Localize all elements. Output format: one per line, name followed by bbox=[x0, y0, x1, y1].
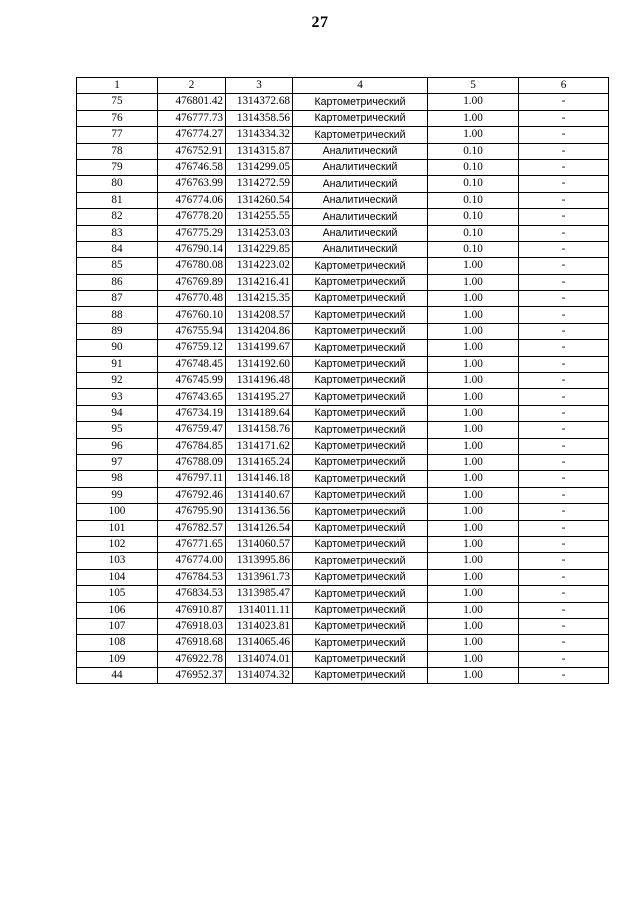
x-coordinate-cell: 476755.94 bbox=[158, 323, 226, 339]
note-cell: - bbox=[519, 176, 609, 192]
table-row bbox=[77, 291, 609, 307]
note-cell: - bbox=[519, 209, 609, 225]
method-cell: Картометрический bbox=[293, 94, 428, 110]
method-cell: Картометрический bbox=[293, 356, 428, 372]
point-number-cell: 77 bbox=[77, 127, 158, 143]
method-cell: Картометрический bbox=[293, 438, 428, 454]
accuracy-cell: 0.10 bbox=[428, 176, 519, 192]
y-coordinate-cell: 1314255.55 bbox=[226, 209, 293, 225]
y-coordinate-cell: 1314060.57 bbox=[226, 536, 293, 552]
note-cell: - bbox=[519, 127, 609, 143]
x-coordinate-cell: 476790.14 bbox=[158, 241, 226, 257]
point-number-cell: 76 bbox=[77, 110, 158, 126]
accuracy-cell: 1.00 bbox=[428, 504, 519, 520]
note-cell: - bbox=[519, 225, 609, 241]
method-cell: Картометрический bbox=[293, 454, 428, 470]
x-coordinate-cell: 476918.68 bbox=[158, 635, 226, 651]
header-cell-5: 5 bbox=[428, 78, 519, 94]
note-cell: - bbox=[519, 586, 609, 602]
method-cell: Картометрический bbox=[293, 487, 428, 503]
table-row bbox=[77, 487, 609, 503]
y-coordinate-cell: 1314215.35 bbox=[226, 291, 293, 307]
note-cell: - bbox=[519, 536, 609, 552]
table-row bbox=[77, 241, 609, 257]
x-coordinate-cell: 476770.48 bbox=[158, 291, 226, 307]
x-coordinate-cell: 476795.90 bbox=[158, 504, 226, 520]
y-coordinate-cell: 1314272.59 bbox=[226, 176, 293, 192]
note-cell: - bbox=[519, 94, 609, 110]
method-cell: Аналитический bbox=[293, 209, 428, 225]
point-number-cell: 97 bbox=[77, 454, 158, 470]
method-cell: Аналитический bbox=[293, 176, 428, 192]
accuracy-cell: 0.10 bbox=[428, 241, 519, 257]
x-coordinate-cell: 476918.03 bbox=[158, 618, 226, 634]
x-coordinate-cell: 476745.99 bbox=[158, 373, 226, 389]
note-cell: - bbox=[519, 504, 609, 520]
point-number-cell: 98 bbox=[77, 471, 158, 487]
y-coordinate-cell: 1313995.86 bbox=[226, 553, 293, 569]
y-coordinate-cell: 1314199.67 bbox=[226, 340, 293, 356]
note-cell: - bbox=[519, 553, 609, 569]
point-number-cell: 106 bbox=[77, 602, 158, 618]
table-row bbox=[77, 127, 609, 143]
method-cell: Картометрический bbox=[293, 520, 428, 536]
table-row bbox=[77, 258, 609, 274]
x-coordinate-cell: 476759.12 bbox=[158, 340, 226, 356]
point-number-cell: 88 bbox=[77, 307, 158, 323]
y-coordinate-cell: 1314189.64 bbox=[226, 405, 293, 421]
accuracy-cell: 1.00 bbox=[428, 307, 519, 323]
point-number-cell: 105 bbox=[77, 586, 158, 602]
method-cell: Картометрический bbox=[293, 389, 428, 405]
note-cell: - bbox=[519, 405, 609, 421]
y-coordinate-cell: 1314171.62 bbox=[226, 438, 293, 454]
table-row bbox=[77, 192, 609, 208]
point-number-cell: 94 bbox=[77, 405, 158, 421]
x-coordinate-cell: 476784.85 bbox=[158, 438, 226, 454]
x-coordinate-cell: 476774.27 bbox=[158, 127, 226, 143]
accuracy-cell: 0.10 bbox=[428, 192, 519, 208]
y-coordinate-cell: 1314126.54 bbox=[226, 520, 293, 536]
method-cell: Аналитический bbox=[293, 225, 428, 241]
note-cell: - bbox=[519, 471, 609, 487]
method-cell: Картометрический bbox=[293, 405, 428, 421]
accuracy-cell: 0.10 bbox=[428, 143, 519, 159]
header-row bbox=[77, 78, 609, 94]
note-cell: - bbox=[519, 651, 609, 667]
header-cell-2: 2 bbox=[158, 78, 226, 94]
x-coordinate-cell: 476771.65 bbox=[158, 536, 226, 552]
point-number-cell: 104 bbox=[77, 569, 158, 585]
point-number-cell: 87 bbox=[77, 291, 158, 307]
method-cell: Картометрический bbox=[293, 323, 428, 339]
accuracy-cell: 1.00 bbox=[428, 520, 519, 536]
note-cell: - bbox=[519, 258, 609, 274]
method-cell: Картометрический bbox=[293, 258, 428, 274]
y-coordinate-cell: 1314023.81 bbox=[226, 618, 293, 634]
x-coordinate-cell: 476759.47 bbox=[158, 422, 226, 438]
table-row bbox=[77, 389, 609, 405]
method-cell: Картометрический bbox=[293, 668, 428, 684]
point-number-cell: 92 bbox=[77, 373, 158, 389]
point-number-cell: 109 bbox=[77, 651, 158, 667]
table-row bbox=[77, 602, 609, 618]
accuracy-cell: 1.00 bbox=[428, 94, 519, 110]
point-number-cell: 79 bbox=[77, 159, 158, 175]
y-coordinate-cell: 1314229.85 bbox=[226, 241, 293, 257]
table-row bbox=[77, 225, 609, 241]
point-number-cell: 99 bbox=[77, 487, 158, 503]
note-cell: - bbox=[519, 668, 609, 684]
x-coordinate-cell: 476922.78 bbox=[158, 651, 226, 667]
y-coordinate-cell: 1314260.54 bbox=[226, 192, 293, 208]
point-number-cell: 100 bbox=[77, 504, 158, 520]
y-coordinate-cell: 1314358.56 bbox=[226, 110, 293, 126]
method-cell: Картометрический bbox=[293, 471, 428, 487]
accuracy-cell: 1.00 bbox=[428, 553, 519, 569]
table-row bbox=[77, 422, 609, 438]
method-cell: Картометрический bbox=[293, 307, 428, 323]
table-row bbox=[77, 110, 609, 126]
header-cell-6: 6 bbox=[519, 78, 609, 94]
point-number-cell: 93 bbox=[77, 389, 158, 405]
point-number-cell: 80 bbox=[77, 176, 158, 192]
table-row bbox=[77, 520, 609, 536]
table-body bbox=[77, 94, 609, 684]
accuracy-cell: 1.00 bbox=[428, 536, 519, 552]
method-cell: Аналитический bbox=[293, 143, 428, 159]
x-coordinate-cell: 476763.99 bbox=[158, 176, 226, 192]
x-coordinate-cell: 476769.89 bbox=[158, 274, 226, 290]
note-cell: - bbox=[519, 192, 609, 208]
y-coordinate-cell: 1314216.41 bbox=[226, 274, 293, 290]
note-cell: - bbox=[519, 110, 609, 126]
y-coordinate-cell: 1314065.46 bbox=[226, 635, 293, 651]
x-coordinate-cell: 476774.06 bbox=[158, 192, 226, 208]
y-coordinate-cell: 1314372.68 bbox=[226, 94, 293, 110]
method-cell: Аналитический bbox=[293, 192, 428, 208]
table-row bbox=[77, 569, 609, 585]
method-cell: Аналитический bbox=[293, 241, 428, 257]
accuracy-cell: 1.00 bbox=[428, 373, 519, 389]
table-row bbox=[77, 373, 609, 389]
accuracy-cell: 1.00 bbox=[428, 668, 519, 684]
method-cell: Картометрический bbox=[293, 635, 428, 651]
accuracy-cell: 1.00 bbox=[428, 258, 519, 274]
point-number-cell: 90 bbox=[77, 340, 158, 356]
table-header bbox=[77, 78, 609, 94]
point-number-cell: 96 bbox=[77, 438, 158, 454]
y-coordinate-cell: 1313985.47 bbox=[226, 586, 293, 602]
header-cell-3: 3 bbox=[226, 78, 293, 94]
x-coordinate-cell: 476801.42 bbox=[158, 94, 226, 110]
accuracy-cell: 1.00 bbox=[428, 340, 519, 356]
y-coordinate-cell: 1314253.03 bbox=[226, 225, 293, 241]
note-cell: - bbox=[519, 389, 609, 405]
y-coordinate-cell: 1314299.05 bbox=[226, 159, 293, 175]
table-row bbox=[77, 143, 609, 159]
accuracy-cell: 1.00 bbox=[428, 618, 519, 634]
note-cell: - bbox=[519, 520, 609, 536]
x-coordinate-cell: 476792.46 bbox=[158, 487, 226, 503]
method-cell: Картометрический bbox=[293, 586, 428, 602]
note-cell: - bbox=[519, 635, 609, 651]
x-coordinate-cell: 476777.73 bbox=[158, 110, 226, 126]
point-number-cell: 91 bbox=[77, 356, 158, 372]
note-cell: - bbox=[519, 291, 609, 307]
point-number-cell: 86 bbox=[77, 274, 158, 290]
accuracy-cell: 0.10 bbox=[428, 225, 519, 241]
table-row bbox=[77, 209, 609, 225]
table-row bbox=[77, 586, 609, 602]
point-number-cell: 85 bbox=[77, 258, 158, 274]
y-coordinate-cell: 1314334.32 bbox=[226, 127, 293, 143]
x-coordinate-cell: 476788.09 bbox=[158, 454, 226, 470]
table-row bbox=[77, 651, 609, 667]
table-row bbox=[77, 438, 609, 454]
table-row bbox=[77, 176, 609, 192]
method-cell: Картометрический bbox=[293, 553, 428, 569]
accuracy-cell: 1.00 bbox=[428, 291, 519, 307]
method-cell: Картометрический bbox=[293, 127, 428, 143]
accuracy-cell: 1.00 bbox=[428, 454, 519, 470]
x-coordinate-cell: 476797.11 bbox=[158, 471, 226, 487]
accuracy-cell: 1.00 bbox=[428, 110, 519, 126]
x-coordinate-cell: 476774.00 bbox=[158, 553, 226, 569]
table-row bbox=[77, 94, 609, 110]
table-row bbox=[77, 307, 609, 323]
x-coordinate-cell: 476780.08 bbox=[158, 258, 226, 274]
accuracy-cell: 1.00 bbox=[428, 651, 519, 667]
y-coordinate-cell: 1314208.57 bbox=[226, 307, 293, 323]
y-coordinate-cell: 1314315.87 bbox=[226, 143, 293, 159]
method-cell: Картометрический bbox=[293, 340, 428, 356]
note-cell: - bbox=[519, 487, 609, 503]
method-cell: Картометрический bbox=[293, 110, 428, 126]
method-cell: Картометрический bbox=[293, 651, 428, 667]
accuracy-cell: 1.00 bbox=[428, 586, 519, 602]
x-coordinate-cell: 476752.91 bbox=[158, 143, 226, 159]
method-cell: Картометрический bbox=[293, 504, 428, 520]
accuracy-cell: 1.00 bbox=[428, 569, 519, 585]
x-coordinate-cell: 476778.20 bbox=[158, 209, 226, 225]
method-cell: Картометрический bbox=[293, 536, 428, 552]
note-cell: - bbox=[519, 241, 609, 257]
note-cell: - bbox=[519, 438, 609, 454]
accuracy-cell: 1.00 bbox=[428, 422, 519, 438]
x-coordinate-cell: 476834.53 bbox=[158, 586, 226, 602]
y-coordinate-cell: 1314011.11 bbox=[226, 602, 293, 618]
point-number-cell: 83 bbox=[77, 225, 158, 241]
y-coordinate-cell: 1314136.56 bbox=[226, 504, 293, 520]
accuracy-cell: 1.00 bbox=[428, 389, 519, 405]
accuracy-cell: 1.00 bbox=[428, 323, 519, 339]
method-cell: Картометрический bbox=[293, 602, 428, 618]
point-number-cell: 78 bbox=[77, 143, 158, 159]
y-coordinate-cell: 1314158.76 bbox=[226, 422, 293, 438]
y-coordinate-cell: 1314140.67 bbox=[226, 487, 293, 503]
x-coordinate-cell: 476760.10 bbox=[158, 307, 226, 323]
y-coordinate-cell: 1314196.48 bbox=[226, 373, 293, 389]
y-coordinate-cell: 1314195.27 bbox=[226, 389, 293, 405]
table-row bbox=[77, 618, 609, 634]
point-number-cell: 84 bbox=[77, 241, 158, 257]
x-coordinate-cell: 476743.65 bbox=[158, 389, 226, 405]
note-cell: - bbox=[519, 422, 609, 438]
note-cell: - bbox=[519, 569, 609, 585]
y-coordinate-cell: 1314146.18 bbox=[226, 471, 293, 487]
note-cell: - bbox=[519, 323, 609, 339]
accuracy-cell: 1.00 bbox=[428, 274, 519, 290]
header-cell-1: 1 bbox=[77, 78, 158, 94]
point-number-cell: 108 bbox=[77, 635, 158, 651]
point-number-cell: 81 bbox=[77, 192, 158, 208]
point-number-cell: 107 bbox=[77, 618, 158, 634]
table-row bbox=[77, 454, 609, 470]
page-number: 27 bbox=[311, 14, 329, 31]
note-cell: - bbox=[519, 373, 609, 389]
table-row bbox=[77, 668, 609, 684]
note-cell: - bbox=[519, 602, 609, 618]
x-coordinate-cell: 476734.19 bbox=[158, 405, 226, 421]
method-cell: Картометрический bbox=[293, 291, 428, 307]
header-cell-4: 4 bbox=[293, 78, 428, 94]
accuracy-cell: 1.00 bbox=[428, 127, 519, 143]
table-row bbox=[77, 356, 609, 372]
y-coordinate-cell: 1314074.01 bbox=[226, 651, 293, 667]
note-cell: - bbox=[519, 454, 609, 470]
x-coordinate-cell: 476784.53 bbox=[158, 569, 226, 585]
point-number-cell: 102 bbox=[77, 536, 158, 552]
x-coordinate-cell: 476952.37 bbox=[158, 668, 226, 684]
note-cell: - bbox=[519, 274, 609, 290]
accuracy-cell: 1.00 bbox=[428, 635, 519, 651]
method-cell: Картометрический bbox=[293, 618, 428, 634]
point-number-cell: 75 bbox=[77, 94, 158, 110]
note-cell: - bbox=[519, 618, 609, 634]
point-number-cell: 82 bbox=[77, 209, 158, 225]
table-row bbox=[77, 159, 609, 175]
table-row bbox=[77, 274, 609, 290]
accuracy-cell: 1.00 bbox=[428, 487, 519, 503]
method-cell: Картометрический bbox=[293, 569, 428, 585]
coordinates-table bbox=[76, 77, 609, 684]
point-number-cell: 101 bbox=[77, 520, 158, 536]
y-coordinate-cell: 1314204.86 bbox=[226, 323, 293, 339]
method-cell: Картометрический bbox=[293, 373, 428, 389]
table-row bbox=[77, 340, 609, 356]
note-cell: - bbox=[519, 356, 609, 372]
x-coordinate-cell: 476748.45 bbox=[158, 356, 226, 372]
x-coordinate-cell: 476775.29 bbox=[158, 225, 226, 241]
table-row bbox=[77, 553, 609, 569]
accuracy-cell: 1.00 bbox=[428, 405, 519, 421]
y-coordinate-cell: 1314165.24 bbox=[226, 454, 293, 470]
note-cell: - bbox=[519, 143, 609, 159]
point-number-cell: 103 bbox=[77, 553, 158, 569]
point-number-cell: 95 bbox=[77, 422, 158, 438]
method-cell: Картометрический bbox=[293, 274, 428, 290]
method-cell: Картометрический bbox=[293, 422, 428, 438]
x-coordinate-cell: 476910.87 bbox=[158, 602, 226, 618]
y-coordinate-cell: 1314192.60 bbox=[226, 356, 293, 372]
table-row bbox=[77, 323, 609, 339]
accuracy-cell: 1.00 bbox=[428, 356, 519, 372]
table-row bbox=[77, 504, 609, 520]
table-row bbox=[77, 635, 609, 651]
table-row bbox=[77, 405, 609, 421]
y-coordinate-cell: 1314223.02 bbox=[226, 258, 293, 274]
note-cell: - bbox=[519, 340, 609, 356]
accuracy-cell: 1.00 bbox=[428, 438, 519, 454]
note-cell: - bbox=[519, 159, 609, 175]
point-number-cell: 44 bbox=[77, 668, 158, 684]
note-cell: - bbox=[519, 307, 609, 323]
accuracy-cell: 1.00 bbox=[428, 471, 519, 487]
x-coordinate-cell: 476782.57 bbox=[158, 520, 226, 536]
accuracy-cell: 0.10 bbox=[428, 209, 519, 225]
point-number-cell: 89 bbox=[77, 323, 158, 339]
y-coordinate-cell: 1313961.73 bbox=[226, 569, 293, 585]
accuracy-cell: 0.10 bbox=[428, 159, 519, 175]
table-row bbox=[77, 471, 609, 487]
table-row bbox=[77, 536, 609, 552]
x-coordinate-cell: 476746.58 bbox=[158, 159, 226, 175]
method-cell: Аналитический bbox=[293, 159, 428, 175]
y-coordinate-cell: 1314074.32 bbox=[226, 668, 293, 684]
accuracy-cell: 1.00 bbox=[428, 602, 519, 618]
